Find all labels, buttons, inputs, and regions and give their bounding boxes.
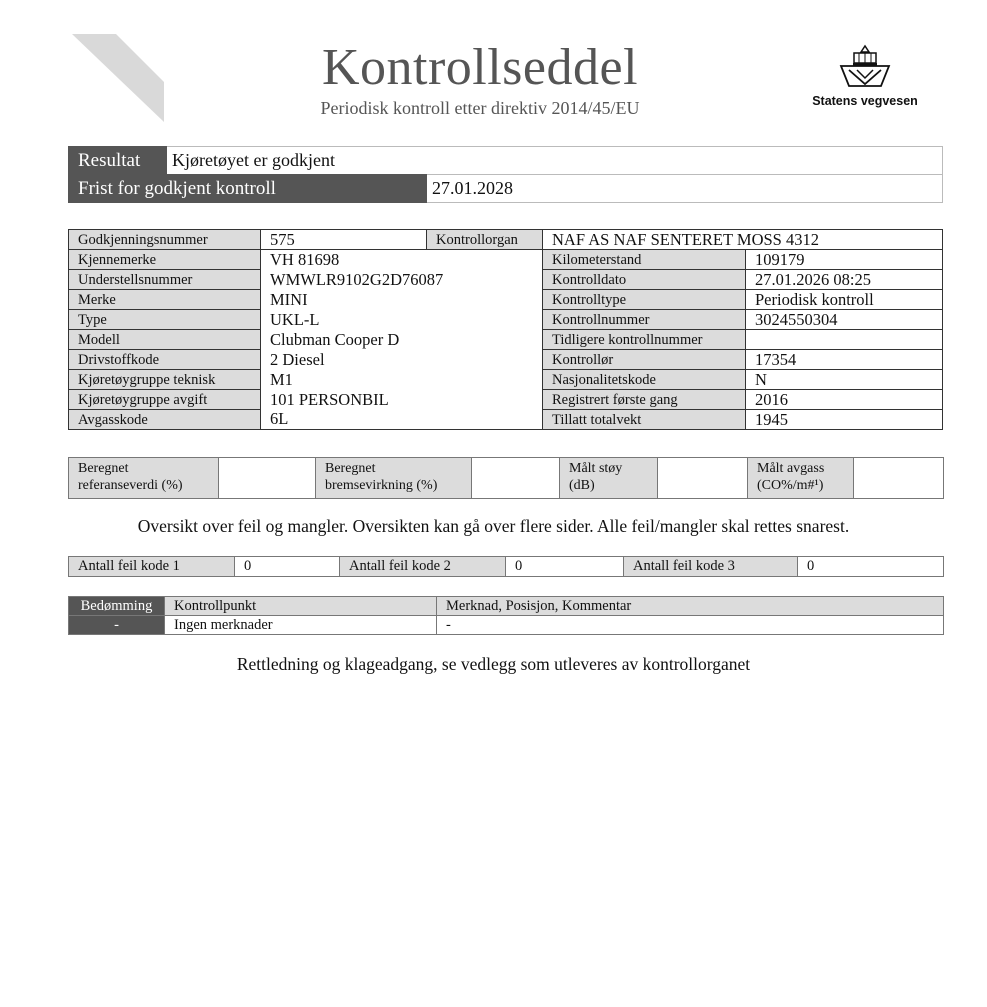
measurement-label: Målt avgass (CO%/m#¹) — [748, 458, 854, 499]
info-label: Kjøretøygruppe teknisk — [69, 370, 261, 390]
info-value: MINI — [261, 290, 543, 310]
error-count-label: Antall feil kode 3 — [624, 557, 798, 577]
info-label: Type — [69, 310, 261, 330]
info-label: Understellsnummer — [69, 270, 261, 290]
table-header-row — [69, 597, 944, 616]
table-row — [69, 350, 943, 370]
info-label: Kontrolldato — [543, 270, 746, 290]
comment-cell: - — [437, 616, 944, 635]
error-count-label: Antall feil kode 1 — [69, 557, 235, 577]
result-value: Kjøretøyet er godkjent — [167, 147, 943, 175]
info-label: Kjennemerke — [69, 250, 261, 270]
table-row — [69, 310, 943, 330]
column-header: Bedømming — [69, 597, 165, 616]
point-cell: Ingen merknader — [165, 616, 437, 635]
info-value: 575 — [261, 230, 427, 250]
info-value: Periodisk kontroll — [746, 290, 943, 310]
info-value: VH 81698 — [261, 250, 543, 270]
table-row — [69, 557, 944, 577]
info-label: Tillatt totalvekt — [543, 410, 746, 430]
info-label: Merke — [69, 290, 261, 310]
table-row — [69, 458, 944, 499]
info-label: Kontrollnummer — [543, 310, 746, 330]
info-label: Modell — [69, 330, 261, 350]
logo-text: Statens vegvesen — [812, 94, 918, 108]
table-row — [69, 330, 943, 350]
result-row — [69, 147, 943, 175]
info-label: Nasjonalitetskode — [543, 370, 746, 390]
table-row — [69, 290, 943, 310]
measurement-value — [854, 458, 944, 499]
info-value: 27.01.2026 08:25 — [746, 270, 943, 290]
info-value: 17354 — [746, 350, 943, 370]
statens-vegvesen-logo — [800, 44, 930, 114]
info-value: Clubman Cooper D — [261, 330, 543, 350]
measurement-label: Målt støy (dB) — [560, 458, 658, 499]
measurement-value — [472, 458, 560, 499]
page-title: Kontrollseddel — [321, 39, 639, 96]
table-row — [69, 616, 944, 635]
deadline-row — [69, 175, 943, 203]
info-label: Tidligere kontrollnummer — [543, 330, 746, 350]
measurement-value — [219, 458, 316, 499]
table-row — [69, 370, 943, 390]
assessment-table — [68, 596, 944, 635]
error-count-label: Antall feil kode 2 — [340, 557, 506, 577]
info-value — [746, 330, 943, 350]
deadline-table — [68, 174, 943, 203]
rating-cell: - — [69, 616, 165, 635]
info-label: Godkjenningsnummer — [69, 230, 261, 250]
column-header: Merknad, Posisjon, Kommentar — [437, 597, 944, 616]
error-count-value: 0 — [798, 557, 944, 577]
overview-text: Oversikt over feil og mangler. Oversikten kan gå over flere sider. Alle feil/mangler skal rettes snarest. — [137, 516, 850, 536]
column-header: Kontrollpunkt — [165, 597, 437, 616]
kontrollorgan-value: NAF AS NAF SENTERET MOSS 4312 — [543, 230, 943, 250]
measurement-label: Beregnet referanseverdi (%) — [69, 458, 219, 499]
info-value: M1 — [261, 370, 543, 390]
measurement-label: Beregnet bremsevirkning (%) — [316, 458, 472, 499]
info-label: Kontrolltype — [543, 290, 746, 310]
info-value: N — [746, 370, 943, 390]
footer-text: Rettledning og klageadgang, se vedlegg som utleveres av kontrollorganet — [236, 654, 751, 674]
info-label: Drivstoffkode — [69, 350, 261, 370]
info-label: Kontrollør — [543, 350, 746, 370]
error-count-table — [68, 556, 944, 577]
page-subtitle: Periodisk kontroll etter direktiv 2014/45/EU — [320, 98, 640, 118]
info-value: 109179 — [746, 250, 943, 270]
vehicle-info-table — [68, 229, 943, 430]
measurements-table — [68, 457, 944, 499]
info-label: Kjøretøygruppe avgift — [69, 390, 261, 410]
info-value: 2016 — [746, 390, 943, 410]
info-value: UKL-L — [261, 310, 543, 330]
info-label: Avgasskode — [69, 410, 261, 430]
table-row — [69, 230, 943, 250]
result-table — [68, 146, 943, 175]
info-value: 3024550304 — [746, 310, 943, 330]
deadline-value: 27.01.2028 — [427, 175, 943, 203]
info-value: WMWLR9102G2D76087 — [261, 270, 543, 290]
info-value: 2 Diesel — [261, 350, 543, 370]
table-row — [69, 250, 943, 270]
measurement-value — [658, 458, 748, 499]
info-value: 6L — [261, 410, 543, 430]
table-row — [69, 390, 943, 410]
info-value: 101 PERSONBIL — [261, 390, 543, 410]
table-row — [69, 410, 943, 430]
info-label: Registrert første gang — [543, 390, 746, 410]
error-count-value: 0 — [235, 557, 340, 577]
deadline-label: Frist for godkjent kontroll — [69, 175, 427, 203]
info-value: 1945 — [746, 410, 943, 430]
result-label: Resultat — [69, 147, 167, 175]
kontrollorgan-label: Kontrollorgan — [427, 230, 543, 250]
info-label: Kilometerstand — [543, 250, 746, 270]
crown-emblem-icon — [837, 44, 893, 90]
error-count-value: 0 — [506, 557, 624, 577]
table-row — [69, 270, 943, 290]
